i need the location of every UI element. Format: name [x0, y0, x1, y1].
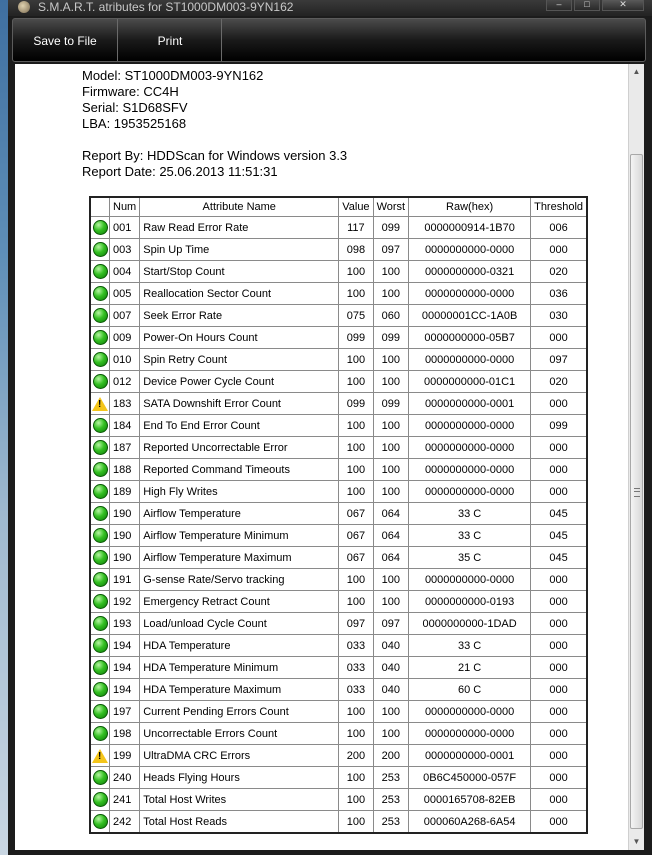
table-row	[90, 547, 587, 569]
attribute-raw-cell: 0000000000-0000	[409, 437, 531, 459]
status-cell	[90, 327, 110, 349]
attribute-value-cell: 100	[339, 767, 373, 789]
attribute-name-cell: HDA Temperature Minimum	[140, 657, 339, 679]
green-status-dot-icon	[93, 550, 108, 565]
status-cell	[90, 635, 110, 657]
attribute-name-cell: Load/unload Cycle Count	[140, 613, 339, 635]
status-cell	[90, 415, 110, 437]
attribute-num-cell: 193	[110, 613, 140, 635]
status-cell	[90, 789, 110, 811]
attribute-num-cell: 190	[110, 547, 140, 569]
attribute-name-cell: Current Pending Errors Count	[140, 701, 339, 723]
status-cell	[90, 701, 110, 723]
green-status-dot-icon	[93, 220, 108, 235]
table-row	[90, 481, 587, 503]
attribute-value-cell: 075	[339, 305, 373, 327]
green-status-dot-icon	[93, 352, 108, 367]
attribute-name-cell: Raw Read Error Rate	[140, 217, 339, 239]
table-row	[90, 371, 587, 393]
attribute-worst-cell: 100	[373, 459, 409, 481]
attribute-value-cell: 033	[339, 657, 373, 679]
status-cell	[90, 745, 110, 767]
report-content	[15, 64, 628, 850]
attribute-raw-cell: 00000001CC-1A0B	[409, 305, 531, 327]
attribute-worst-cell: 099	[373, 393, 409, 415]
attribute-value-cell: 099	[339, 327, 373, 349]
attribute-raw-cell: 0000000000-01C1	[409, 371, 531, 393]
window-controls	[546, 0, 644, 10]
table-row	[90, 635, 587, 657]
attribute-threshold-cell: 000	[531, 657, 587, 679]
attribute-raw-cell: 0000000000-0000	[409, 569, 531, 591]
attribute-raw-cell: 0000000000-0000	[409, 723, 531, 745]
table-row	[90, 723, 587, 745]
attribute-name-cell: Total Host Writes	[140, 789, 339, 811]
attribute-raw-cell: 0000000000-0193	[409, 591, 531, 613]
attribute-threshold-cell: 000	[531, 569, 587, 591]
table-row	[90, 239, 587, 261]
status-cell	[90, 217, 110, 239]
attribute-threshold-cell: 000	[531, 393, 587, 415]
attribute-raw-cell: 0000000000-0001	[409, 393, 531, 415]
green-status-dot-icon	[93, 770, 108, 785]
green-status-dot-icon	[93, 374, 108, 389]
green-status-dot-icon	[93, 286, 108, 301]
status-cell	[90, 591, 110, 613]
attribute-value-cell: 100	[339, 569, 373, 591]
status-cell	[90, 657, 110, 679]
attribute-num-cell: 184	[110, 415, 140, 437]
smart-window	[8, 0, 652, 855]
attribute-value-cell: 100	[339, 261, 373, 283]
attribute-num-cell: 191	[110, 569, 140, 591]
green-status-dot-icon	[93, 484, 108, 499]
attribute-worst-cell: 200	[373, 745, 409, 767]
green-status-dot-icon	[93, 418, 108, 433]
attribute-name-cell: HDA Temperature Maximum	[140, 679, 339, 701]
table-row	[90, 217, 587, 239]
attribute-worst-cell: 100	[373, 283, 409, 305]
attribute-worst-cell: 040	[373, 635, 409, 657]
report-date-text: Report Date: 25.06.2013 11:51:31	[82, 164, 278, 179]
attribute-raw-cell: 33 C	[409, 503, 531, 525]
attribute-name-cell: Reported Uncorrectable Error	[140, 437, 339, 459]
title-bar[interactable]	[8, 0, 652, 16]
attribute-raw-cell: 0000000000-0000	[409, 239, 531, 261]
attribute-value-cell: 117	[339, 217, 373, 239]
green-status-dot-icon	[93, 704, 108, 719]
status-cell	[90, 393, 110, 415]
attribute-threshold-cell: 000	[531, 745, 587, 767]
green-status-dot-icon	[93, 528, 108, 543]
attribute-raw-cell: 0000000000-0000	[409, 701, 531, 723]
attribute-worst-cell: 099	[373, 217, 409, 239]
attribute-worst-cell: 100	[373, 591, 409, 613]
attribute-value-cell: 100	[339, 591, 373, 613]
smart-attributes-table	[89, 196, 588, 834]
scroll-down-arrow-icon[interactable]: ▼	[632, 837, 641, 846]
attribute-raw-cell: 33 C	[409, 525, 531, 547]
attribute-name-cell: G-sense Rate/Servo tracking	[140, 569, 339, 591]
attribute-name-cell: Spin Retry Count	[140, 349, 339, 371]
green-status-dot-icon	[93, 330, 108, 345]
attribute-value-cell: 200	[339, 745, 373, 767]
attribute-threshold-cell: 020	[531, 371, 587, 393]
attribute-threshold-cell: 030	[531, 305, 587, 327]
attribute-threshold-cell: 000	[531, 327, 587, 349]
attribute-name-cell: Start/Stop Count	[140, 261, 339, 283]
attribute-value-cell: 067	[339, 525, 373, 547]
attribute-worst-cell: 100	[373, 371, 409, 393]
attribute-value-cell: 067	[339, 503, 373, 525]
attribute-raw-cell: 0000000000-0000	[409, 481, 531, 503]
save-to-file-button[interactable]: Save to File	[13, 19, 118, 61]
attribute-num-cell: 194	[110, 679, 140, 701]
attribute-value-cell: 067	[339, 547, 373, 569]
threshold-column-header: Threshold	[531, 197, 587, 217]
green-status-dot-icon	[93, 616, 108, 631]
attribute-num-cell: 241	[110, 789, 140, 811]
firmware-text: Firmware: CC4H	[82, 84, 179, 99]
attribute-raw-cell: 33 C	[409, 635, 531, 657]
attribute-num-cell: 003	[110, 239, 140, 261]
status-cell	[90, 283, 110, 305]
status-cell	[90, 679, 110, 701]
attribute-worst-cell: 253	[373, 767, 409, 789]
attribute-value-cell: 100	[339, 283, 373, 305]
attribute-num-cell: 012	[110, 371, 140, 393]
drive-info	[82, 68, 263, 132]
attribute-num-cell: 198	[110, 723, 140, 745]
attribute-name-cell: SATA Downshift Error Count	[140, 393, 339, 415]
attribute-num-cell: 190	[110, 503, 140, 525]
table-row	[90, 503, 587, 525]
green-status-dot-icon	[93, 506, 108, 521]
attribute-threshold-cell: 000	[531, 789, 587, 811]
attribute-worst-cell: 100	[373, 569, 409, 591]
attribute-raw-cell: 60 C	[409, 679, 531, 701]
attribute-worst-cell: 040	[373, 657, 409, 679]
attribute-worst-cell: 100	[373, 415, 409, 437]
green-status-dot-icon	[93, 682, 108, 697]
grip-icon	[634, 488, 640, 497]
table-row	[90, 305, 587, 327]
value-column-header: Value	[339, 197, 373, 217]
attribute-worst-cell: 040	[373, 679, 409, 701]
attribute-num-cell: 188	[110, 459, 140, 481]
attribute-threshold-cell: 000	[531, 701, 587, 723]
raw-hex-column-header: Raw(hex)	[409, 197, 531, 217]
table-row	[90, 745, 587, 767]
status-cell	[90, 525, 110, 547]
attribute-threshold-cell: 000	[531, 459, 587, 481]
attribute-raw-cell: 000060A268-6A54	[409, 811, 531, 834]
attribute-num-cell: 194	[110, 635, 140, 657]
scrollbar-thumb[interactable]	[630, 154, 643, 829]
table-row	[90, 327, 587, 349]
attribute-worst-cell: 064	[373, 547, 409, 569]
table-row	[90, 789, 587, 811]
attribute-name-cell: Power-On Hours Count	[140, 327, 339, 349]
attribute-num-cell: 190	[110, 525, 140, 547]
scroll-up-arrow-icon[interactable]: ▲	[632, 67, 641, 76]
num-column-header: Num	[110, 197, 140, 217]
green-status-dot-icon	[93, 594, 108, 609]
attribute-threshold-cell: 000	[531, 723, 587, 745]
green-status-dot-icon	[93, 462, 108, 477]
status-cell	[90, 261, 110, 283]
table-row	[90, 613, 587, 635]
warning-triangle-icon	[92, 397, 108, 411]
table-row	[90, 393, 587, 415]
table-row	[90, 261, 587, 283]
green-status-dot-icon	[93, 264, 108, 279]
attribute-num-cell: 183	[110, 393, 140, 415]
green-status-dot-icon	[93, 308, 108, 323]
table-header-row	[90, 197, 587, 217]
status-cell	[90, 239, 110, 261]
attribute-name-cell: Reported Command Timeouts	[140, 459, 339, 481]
status-cell	[90, 305, 110, 327]
attribute-worst-cell: 253	[373, 811, 409, 834]
green-status-dot-icon	[93, 726, 108, 741]
attribute-threshold-cell: 000	[531, 635, 587, 657]
table-row	[90, 283, 587, 305]
green-status-dot-icon	[93, 242, 108, 257]
attribute-threshold-cell: 000	[531, 767, 587, 789]
attribute-num-cell: 001	[110, 217, 140, 239]
attribute-value-cell: 100	[339, 459, 373, 481]
status-cell	[90, 613, 110, 635]
attribute-value-cell: 033	[339, 635, 373, 657]
green-status-dot-icon	[93, 814, 108, 829]
attribute-num-cell: 240	[110, 767, 140, 789]
attribute-threshold-cell: 006	[531, 217, 587, 239]
attribute-value-cell: 099	[339, 393, 373, 415]
attribute-threshold-cell: 045	[531, 547, 587, 569]
attribute-threshold-cell: 000	[531, 613, 587, 635]
table-row	[90, 701, 587, 723]
attribute-worst-cell: 097	[373, 239, 409, 261]
app-icon	[18, 1, 30, 13]
attribute-worst-cell: 099	[373, 327, 409, 349]
attribute-value-cell: 100	[339, 437, 373, 459]
attribute-value-cell: 100	[339, 371, 373, 393]
status-cell	[90, 349, 110, 371]
attribute-worst-cell: 100	[373, 261, 409, 283]
attribute-worst-cell: 100	[373, 437, 409, 459]
table-row	[90, 591, 587, 613]
green-status-dot-icon	[93, 572, 108, 587]
serial-text: Serial: S1D68SFV	[82, 100, 188, 115]
report-by-text: Report By: HDDScan for Windows version 3.3	[82, 148, 348, 163]
attribute-num-cell: 005	[110, 283, 140, 305]
attribute-worst-cell: 097	[373, 613, 409, 635]
attribute-num-cell: 004	[110, 261, 140, 283]
attribute-name-cell: Emergency Retract Count	[140, 591, 339, 613]
table-row	[90, 657, 587, 679]
table-row	[90, 415, 587, 437]
attribute-worst-cell: 100	[373, 701, 409, 723]
attribute-raw-cell: 21 C	[409, 657, 531, 679]
attribute-raw-cell: 0000000914-1B70	[409, 217, 531, 239]
attribute-raw-cell: 0000165708-82EB	[409, 789, 531, 811]
attribute-num-cell: 242	[110, 811, 140, 834]
green-status-dot-icon	[93, 660, 108, 675]
attribute-num-cell: 010	[110, 349, 140, 371]
attribute-name-cell: End To End Error Count	[140, 415, 339, 437]
attribute-threshold-cell: 000	[531, 591, 587, 613]
attribute-threshold-cell: 036	[531, 283, 587, 305]
table-row	[90, 679, 587, 701]
table-row	[90, 437, 587, 459]
attribute-name-cell: Uncorrectable Errors Count	[140, 723, 339, 745]
attribute-threshold-cell: 000	[531, 481, 587, 503]
maximize-button[interactable]: □	[574, 0, 600, 11]
table-row	[90, 811, 587, 834]
attribute-raw-cell: 0B6C450000-057F	[409, 767, 531, 789]
attribute-num-cell: 187	[110, 437, 140, 459]
attribute-name-cell: Reallocation Sector Count	[140, 283, 339, 305]
attribute-worst-cell: 100	[373, 723, 409, 745]
status-cell	[90, 481, 110, 503]
worst-column-header: Worst	[373, 197, 409, 217]
attribute-name-cell: Airflow Temperature Minimum	[140, 525, 339, 547]
attribute-raw-cell: 0000000000-0000	[409, 283, 531, 305]
toolbar	[12, 18, 646, 62]
status-cell	[90, 547, 110, 569]
green-status-dot-icon	[93, 792, 108, 807]
attribute-raw-cell: 0000000000-0000	[409, 349, 531, 371]
attribute-name-cell: Airflow Temperature Maximum	[140, 547, 339, 569]
table-row	[90, 459, 587, 481]
window-title: S.M.A.R.T. atributes for ST1000DM003-9YN162	[38, 0, 294, 14]
attribute-worst-cell: 100	[373, 349, 409, 371]
attribute-name-cell: HDA Temperature	[140, 635, 339, 657]
vertical-scrollbar[interactable]	[628, 64, 644, 850]
attribute-threshold-cell: 099	[531, 415, 587, 437]
attribute-raw-cell: 0000000000-0000	[409, 415, 531, 437]
status-cell	[90, 811, 110, 834]
status-cell	[90, 437, 110, 459]
table-row	[90, 569, 587, 591]
green-status-dot-icon	[93, 638, 108, 653]
attribute-num-cell: 194	[110, 657, 140, 679]
green-status-dot-icon	[93, 440, 108, 455]
attribute-raw-cell: 0000000000-0321	[409, 261, 531, 283]
attribute-name-cell: Seek Error Rate	[140, 305, 339, 327]
status-cell	[90, 371, 110, 393]
attribute-threshold-cell: 000	[531, 437, 587, 459]
attribute-worst-cell: 060	[373, 305, 409, 327]
attribute-threshold-cell: 045	[531, 525, 587, 547]
attribute-num-cell: 192	[110, 591, 140, 613]
attribute-threshold-cell: 000	[531, 811, 587, 834]
attribute-value-cell: 100	[339, 723, 373, 745]
status-cell	[90, 459, 110, 481]
attribute-threshold-cell: 000	[531, 239, 587, 261]
attribute-raw-cell: 0000000000-0001	[409, 745, 531, 767]
warning-triangle-icon	[92, 749, 108, 763]
attribute-worst-cell: 064	[373, 525, 409, 547]
attribute-worst-cell: 253	[373, 789, 409, 811]
attribute-worst-cell: 100	[373, 481, 409, 503]
attribute-name-cell: Total Host Reads	[140, 811, 339, 834]
attribute-num-cell: 197	[110, 701, 140, 723]
attribute-threshold-cell: 045	[531, 503, 587, 525]
attribute-name-cell: High Fly Writes	[140, 481, 339, 503]
attribute-value-cell: 100	[339, 789, 373, 811]
attribute-value-cell: 100	[339, 415, 373, 437]
model-text: Model: ST1000DM003-9YN162	[82, 68, 264, 83]
attribute-name-column-header: Attribute Name	[140, 197, 339, 217]
table-row	[90, 525, 587, 547]
attribute-value-cell: 100	[339, 811, 373, 834]
attribute-value-cell: 033	[339, 679, 373, 701]
attribute-name-cell: Spin Up Time	[140, 239, 339, 261]
attribute-value-cell: 100	[339, 701, 373, 723]
attribute-name-cell: UltraDMA CRC Errors	[140, 745, 339, 767]
status-cell	[90, 569, 110, 591]
status-column-header	[90, 197, 110, 217]
attribute-value-cell: 100	[339, 481, 373, 503]
status-cell	[90, 503, 110, 525]
attribute-value-cell: 097	[339, 613, 373, 635]
attribute-name-cell: Device Power Cycle Count	[140, 371, 339, 393]
close-button[interactable]: ✕	[602, 0, 644, 11]
attribute-raw-cell: 0000000000-05B7	[409, 327, 531, 349]
table-row	[90, 767, 587, 789]
attribute-raw-cell: 35 C	[409, 547, 531, 569]
attribute-threshold-cell: 097	[531, 349, 587, 371]
table-row	[90, 349, 587, 371]
attribute-value-cell: 100	[339, 349, 373, 371]
lba-text: LBA: 1953525168	[82, 116, 187, 131]
attribute-raw-cell: 0000000000-0000	[409, 459, 531, 481]
status-cell	[90, 723, 110, 745]
attribute-threshold-cell: 020	[531, 261, 587, 283]
attribute-num-cell: 007	[110, 305, 140, 327]
attribute-name-cell: Airflow Temperature	[140, 503, 339, 525]
report-meta	[82, 148, 347, 180]
attribute-threshold-cell: 000	[531, 679, 587, 701]
status-cell	[90, 767, 110, 789]
minimize-button[interactable]: –	[546, 0, 572, 11]
attribute-worst-cell: 064	[373, 503, 409, 525]
attribute-num-cell: 189	[110, 481, 140, 503]
attribute-name-cell: Heads Flying Hours	[140, 767, 339, 789]
print-button[interactable]: Print	[119, 19, 222, 61]
attribute-num-cell: 009	[110, 327, 140, 349]
attribute-value-cell: 098	[339, 239, 373, 261]
attribute-raw-cell: 0000000000-1DAD	[409, 613, 531, 635]
attribute-num-cell: 199	[110, 745, 140, 767]
